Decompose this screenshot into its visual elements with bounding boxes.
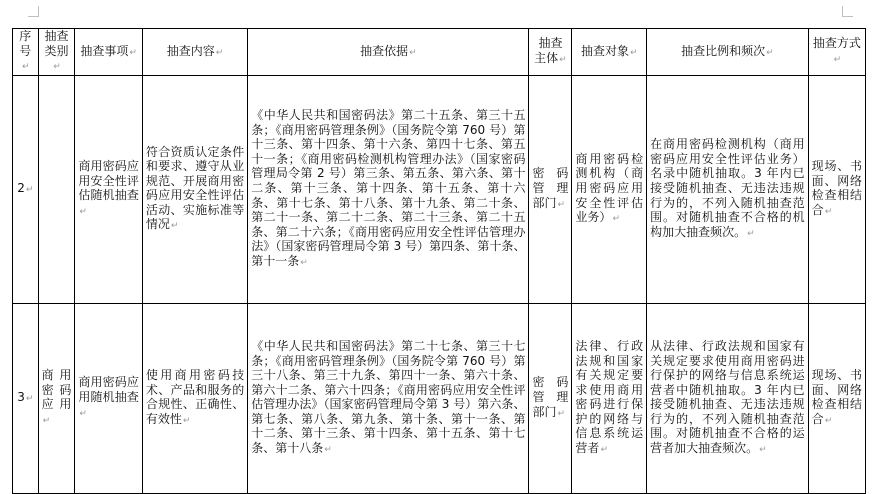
header-basis: 抽查依据↵ [248,29,529,76]
table-row [13,75,866,303]
cell-ratio: 从法律、行政法规和国家有关规定要求使用商用密码进行保护的网络与信息系统运营者中随机抽取。3 年内已接受随机抽查、无违法违规行为的，不列入随机抽查范围。对随机抽查不合格的运营者加大抽查频次。↵ [647,303,809,493]
cell-ratio: 在商用密码检测机构（商用密码应用安全性评估业务）名录中随机抽取。3 年内已接受随机抽查、无违法违规行为的，不列入随机抽查范围。对随机抽查不合格的机构加大抽查频次。↵ [647,75,809,303]
cell-method: 现场、书面、网络检查相结合↵ [808,303,865,493]
page-margin-corner-left [28,6,39,17]
cell-category [38,75,75,303]
cell-item: 商用密码应用随机抽查↵ [75,303,143,493]
header-content: 抽查内容↵ [142,29,247,76]
header-method: 抽查方式↵ [808,29,865,76]
page-margin-corner-right [842,6,853,17]
header-subject: 抽查主体↵ [529,29,572,76]
header-no: 序号↵ [13,29,39,76]
cell-no: 2↵ [13,75,39,303]
cell-item: 商用密码应用安全性评估随机抽查↵ [75,75,143,303]
cell-content: 符合资质认定条件和要求、遵守从业规范、开展商用密码应用安全性评估活动、实施标准等情况↵ [142,75,247,303]
cell-object: 法律、行政法规和国家有关规定要求使用商用密码进行保护的网络与信息系统运营者↵ [572,303,647,493]
table-row [13,303,866,493]
cell-subject: 密码管理部门↵ [529,75,572,303]
cell-subject: 密码管理部门↵ [529,303,572,493]
header-item: 抽查事项↵ [75,29,143,76]
cell-basis: 《中华人民共和国密码法》第二十七条、第三十七条；《商用密码管理条例》（国务院令第 760 号）第三十八条、第三十九条、第四十一条、第六十条、第六十二条、第六十四条；《商用密码应用安全性评估管理办法》（国家密码管理局令第 3 号）第六条、第七条、第八条、第九条、第十条、第十一条、第十二条、第十三条、第十四条、第十五条、第十七条、第十八条↵ [248,303,529,493]
cell-no: 3↵ [13,303,39,493]
header-object: 抽查对象↵ [572,29,647,76]
cell-category: 商用密码应用↵ [38,303,75,493]
cell-method: 现场、书面、网络检查相结合↵ [808,75,865,303]
header-category: 抽查类别↵ [38,29,75,76]
cell-basis: 《中华人民共和国密码法》第二十五条、第三十五条；《商用密码管理条例》（国务院令第 760 号）第十三条、第十四条、第十六条、第四十七条、第五十一条；《商用密码检测机构管理办法》（国家密码管理局令第 2 号）第三条、第五条、第六条、第十二条、第十三条、第十四条、第十五条、第十六条、第十七条、第十八条、第十九条、第二十条、第二十一条、第二十二条、第二十三条、第二十五条、第二十六条；《商用密码应用安全性评估管理办法》（国家密码管理局令第 3 号）第四条、第十条、第十一条↵ [248,75,529,303]
cell-content: 使用商用密码技术、产品和服务的合规性、正确性、有效性↵ [142,303,247,493]
cell-object: 商用密码检测机构（商用密码应用安全性评估业务）↵ [572,75,647,303]
header-ratio: 抽查比例和频次↵ [647,29,809,76]
inspection-table [12,28,866,494]
table-header-row [13,29,866,76]
